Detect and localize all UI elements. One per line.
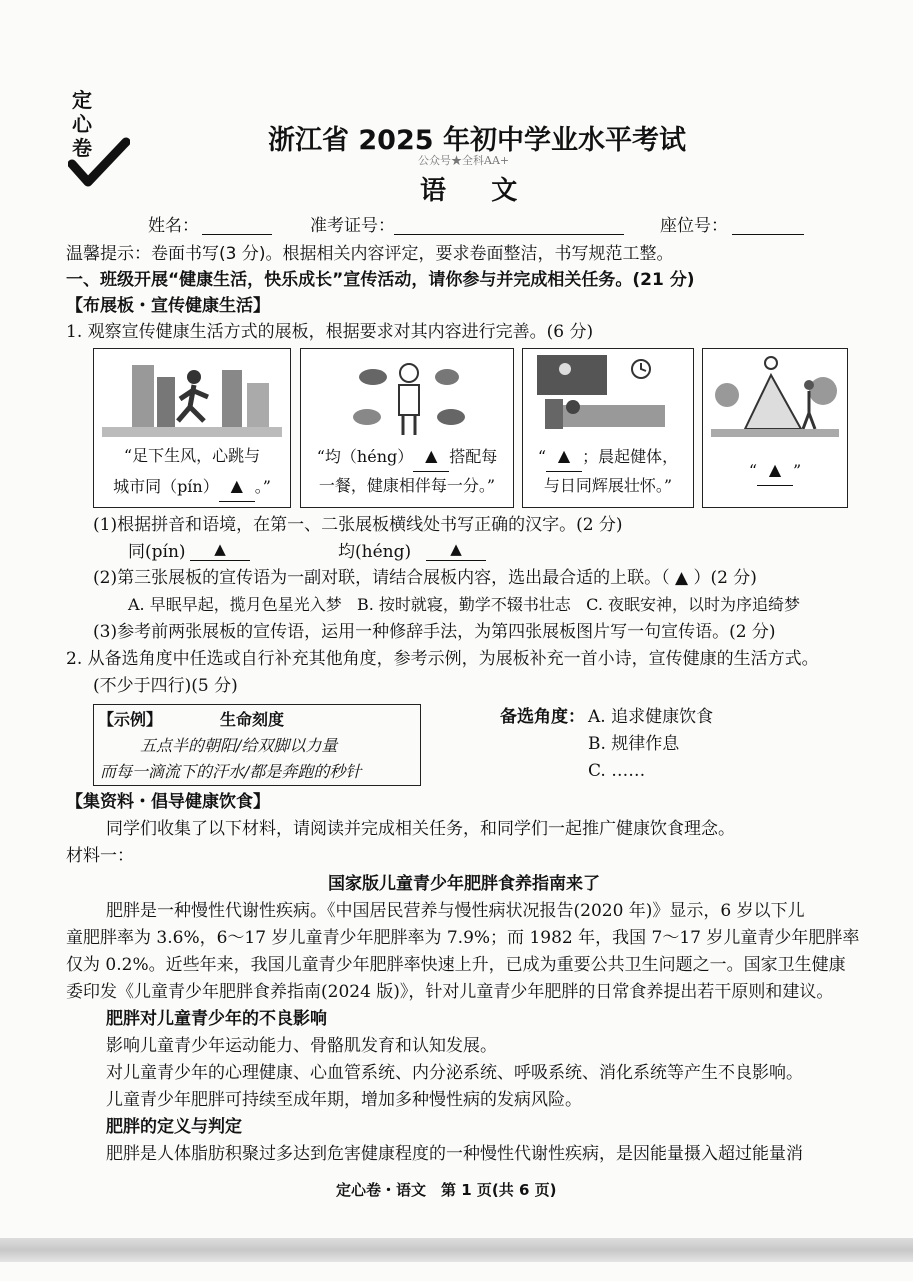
q2-line2: (不少于四行)(5 分) xyxy=(93,676,238,696)
part1-title: 【布展板・宣传健康生活】 xyxy=(66,296,270,316)
name-label: 姓名： xyxy=(148,216,199,236)
blank-mark: ▲ xyxy=(230,476,243,495)
material1-title: 国家版儿童青少年肥胖食养指南来了 xyxy=(328,874,600,894)
subhead2: 肥胖的定义与判定 xyxy=(106,1117,242,1137)
stamp-logo xyxy=(68,88,130,198)
poster-1-line2-start: 城市同（pín） xyxy=(113,477,219,496)
last-line: 肥胖是人体脂肪积聚过多达到危害健康程度的一种慢性代谢性疾病，是因能量摄入超过能量消 xyxy=(106,1144,803,1164)
sub1-b-label: 均(héng) xyxy=(338,542,412,562)
seat-field[interactable] xyxy=(732,214,804,235)
blank-mark: ▲ xyxy=(557,446,571,465)
example-tag: 【示例】 xyxy=(98,710,163,729)
sleeping-illustration xyxy=(531,355,685,437)
poster-3-line1-start: “ xyxy=(537,447,547,466)
effect-1: 影响儿童青少年运动能力、骨骼肌发育和认知发展。 xyxy=(106,1036,497,1056)
poster-4-blank[interactable] xyxy=(757,455,793,486)
angles-label: 备选角度： xyxy=(500,707,585,727)
poster-1 xyxy=(93,348,291,508)
poster-3-line1-end: ；晨起健体， xyxy=(582,447,679,466)
poster-2-line1 xyxy=(301,441,513,472)
example-title: 生命刻度 xyxy=(220,710,285,729)
running-city-illustration xyxy=(102,355,282,437)
sub2: (2)第三张展板的宣传语为一副对联，请结合展板内容，选出最合适的上联。（ ▲ ）(2 分) xyxy=(93,568,757,588)
effect-3: 儿童青少年肥胖可持续至成年期，增加多种慢性病的发病风险。 xyxy=(106,1090,582,1110)
part2-title: 【集资料・倡导健康饮食】 xyxy=(66,792,270,812)
angle-a: A. 追求健康饮食 xyxy=(588,707,714,727)
check-icon xyxy=(68,136,130,196)
blank-mark: ▲ xyxy=(214,540,226,558)
poster-2-line2: 一餐，健康相伴每一分。” xyxy=(318,476,496,495)
poster-2-line1-start: “均（héng） xyxy=(316,447,414,466)
poster-3-line1 xyxy=(523,441,693,472)
id-label: 准考证号： xyxy=(310,216,395,236)
part2-intro: 同学们收集了以下材料，请阅读并完成相关任务，和同学们一起推广健康饮食理念。 xyxy=(106,819,735,839)
para1-line4: 委印发《儿童青少年肥胖食养指南(2024 版)》，针对儿童青少年肥胖的日常食养提出若干原则和建议。 xyxy=(66,982,834,1002)
subhead1: 肥胖对儿童青少年的不良影响 xyxy=(106,1009,327,1029)
example-box xyxy=(93,704,421,786)
id-field[interactable] xyxy=(394,214,624,235)
sub1-b-blank[interactable] xyxy=(426,540,486,561)
angle-b: B. 规律作息 xyxy=(588,734,680,754)
q2-line1: 2. 从备选角度中任选或自行补充其他角度，参考示例，为展板补充一首小诗，宣传健康的生活方式。 xyxy=(66,649,819,669)
camping-illustration xyxy=(711,355,839,437)
para1-line1: 肥胖是一种慢性代谢性疾病。《中国居民营养与慢性病状况报告(2020 年)》显示，6 岁以下儿 xyxy=(106,901,805,921)
poster-3-blank[interactable] xyxy=(546,441,582,472)
para1-line3: 仅为 0.2%。近些年来，我国儿童青少年肥胖率快速上升，已成为重要公共卫生问题之一。国家卫生健康 xyxy=(66,955,846,975)
name-field[interactable] xyxy=(202,214,272,235)
poster-4-line1-end: ” xyxy=(793,461,802,480)
stamp-text: 定心卷 xyxy=(72,88,92,160)
sub1: (1)根据拼音和语境，在第一、二张展板横线处书写正确的汉字。(2 分) xyxy=(93,515,623,535)
poster-1-blank[interactable] xyxy=(219,471,255,502)
tip: 温馨提示：卷面书写(3 分)。根据相关内容评定，要求卷面整洁，书写规范工整。 xyxy=(66,244,674,264)
sub1-a-label: 同(pín) xyxy=(128,542,186,562)
subject-title: 语 文 xyxy=(420,176,518,206)
scan-edge xyxy=(0,1238,913,1262)
example-line1: 五点半的朝阳/给双脚以力量 xyxy=(140,736,338,755)
para1-line2: 童肥胖率为 3.6%，6～17 岁儿童青少年肥胖率为 7.9%；而 1982 年，我国 7～17 岁儿童青少年肥胖率 xyxy=(66,928,860,948)
healthy-food-illustration xyxy=(309,355,505,437)
effect-2: 对儿童青少年的心理健康、心血管系统、内分泌系统、呼吸系统、消化系统等产生不良影响。 xyxy=(106,1063,803,1083)
poster-3 xyxy=(522,348,694,508)
poster-4-line1-start: “ xyxy=(748,461,757,480)
poster-4-line1 xyxy=(703,455,847,486)
example-line2: 而每一滴流下的汗水/都是奔跑的秒针 xyxy=(100,762,362,781)
poster-1-line2-end: 。” xyxy=(254,477,271,496)
seat-label: 座位号： xyxy=(660,216,728,236)
sub3: (3)参考前两张展板的宣传语，运用一种修辞手法，为第四张展板图片写一句宣传语。(2 分) xyxy=(93,622,776,642)
exam-title: 浙江省 2025 年初中学业水平考试 xyxy=(268,125,686,156)
q1: 1. 观察宣传健康生活方式的展板，根据要求对其内容进行完善。(6 分) xyxy=(66,322,594,342)
poster-4 xyxy=(702,348,848,508)
blank-mark: ▲ xyxy=(425,446,438,465)
material1-label: 材料一： xyxy=(66,846,134,866)
sub2-options: A. 早眠早起，揽月色星光入梦 B. 按时就寝，勤学不辍书壮志 C. 夜眠安神，以时为序追绮梦 xyxy=(128,595,801,614)
page-footer: 定心卷・语文 第 1 页(共 6 页) xyxy=(336,1181,557,1199)
poster-2-line1-end: 搭配每 xyxy=(449,447,498,466)
poster-1-line2 xyxy=(94,471,290,502)
angle-c: C. …… xyxy=(588,761,646,781)
poster-1-line1: “足下生风，心跳与 xyxy=(123,446,261,465)
poster-2 xyxy=(300,348,514,508)
poster-2-blank[interactable] xyxy=(413,441,449,472)
blank-mark: ▲ xyxy=(768,460,782,479)
poster-3-line2: 与日同辉展壮怀。” xyxy=(543,476,673,495)
sub1-a-blank[interactable] xyxy=(190,540,250,561)
blank-mark: ▲ xyxy=(450,540,462,558)
watermark: 公众号★全科AA+ xyxy=(418,154,510,167)
section1-heading: 一、班级开展“健康生活，快乐成长”宣传活动，请你参与并完成相关任务。(21 分) xyxy=(66,270,695,290)
